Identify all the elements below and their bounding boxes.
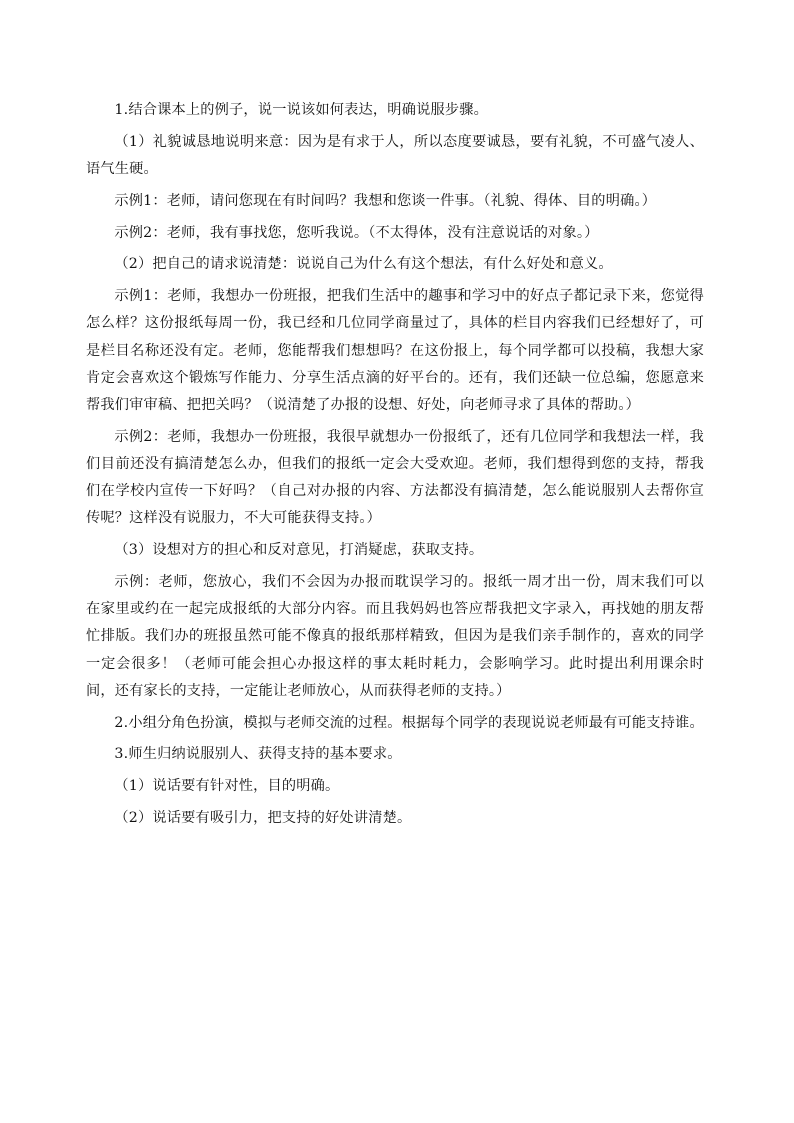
step-3-point-1: （1）说话要有针对性，目的明确。	[114, 778, 340, 795]
step-1-point-3: （3）设想对方的担心和反对意见，打消疑虑，获取支持。	[114, 542, 484, 559]
step-1-point-1: （1）礼貌诚恳地说明来意：因为是有求于人，所以态度要诚恳，要有礼貌，不可盛气凌人、语气生硬。	[86, 133, 704, 177]
example-paragraph: 示例1：老师，请问您现在有时间吗？我想和您谈一件事。（礼貌、得体、目的明确。）	[114, 192, 657, 209]
step-3-point-2: （2）说话要有吸引力，把支持的好处讲清楚。	[114, 810, 412, 826]
document-body	[86, 97, 704, 837]
step-1-heading: 1.结合课本上的例子，说一说该如何表达，明确说服步骤。	[114, 102, 489, 118]
step-2-heading: 2.小组分角色扮演，模拟与老师交流的过程。根据每个同学的表现说说老师最有可能支持谁。	[114, 714, 704, 731]
example-paragraph: 示例：老师，您放心，我们不会因为办报而耽误学习的。报纸一周才出一份，周末我们可以在家里或约在一起完成报纸的大部分内容。而且我妈妈也答应帮我把文字录入，再找她的朋友帮忙排版。我们办的班报虽然可能不像真的报纸那样精致，但因为是我们亲手制作的，喜欢的同学一定会很多！（老师可能会担心办报这样的事太耗时耗力，会影响学习。此时提出利用课余时间，还有家长的支持，一定能让老师放心，从而获得老师的支持。）	[86, 574, 704, 699]
step-1-point-2: （2）把自己的请求说清楚：说说自己为什么有这个想法，有什么好处和意义。	[114, 256, 613, 273]
example-paragraph: 示例2：老师，我想办一份班报，我很早就想办一份报纸了，还有几位同学和我想法一样，我们目前还没有搞清楚怎么办，但我们的报纸一定会大受欢迎。老师，我们想得到您的支持，帮我们在学校内宣传一下好吗？（自己对办报的内容、方法都没有搞清楚，怎么能说服别人去帮你宣传呢？这样没有说服力，不大可能获得支持。）	[86, 428, 704, 527]
example-paragraph: 示例1：老师，我想办一份班报，把我们生活中的趣事和学习中的好点子都记录下来，您觉得怎么样？这份报纸每周一份，我已经和几位同学商量过了，具体的栏目内容我们已经想好了，可是栏目名称还没有定。老师，您能帮我们想想吗？在这份报上，每个同学都可以投稿，我想大家肯定会喜欢这个锻炼写作能力、分享生活点滴的好平台的。还有，我们还缺一位总编，您愿意来帮我们审审稿、把把关吗？（说清楚了办报的设想、好处，向老师寻求了具体的帮助。）	[86, 288, 704, 413]
step-3-heading: 3.师生归纳说服别人、获得支持的基本要求。	[114, 746, 402, 763]
example-paragraph: 示例2：老师，我有事找您，您听我说。（不太得体，没有注意说话的对象。）	[114, 224, 599, 241]
